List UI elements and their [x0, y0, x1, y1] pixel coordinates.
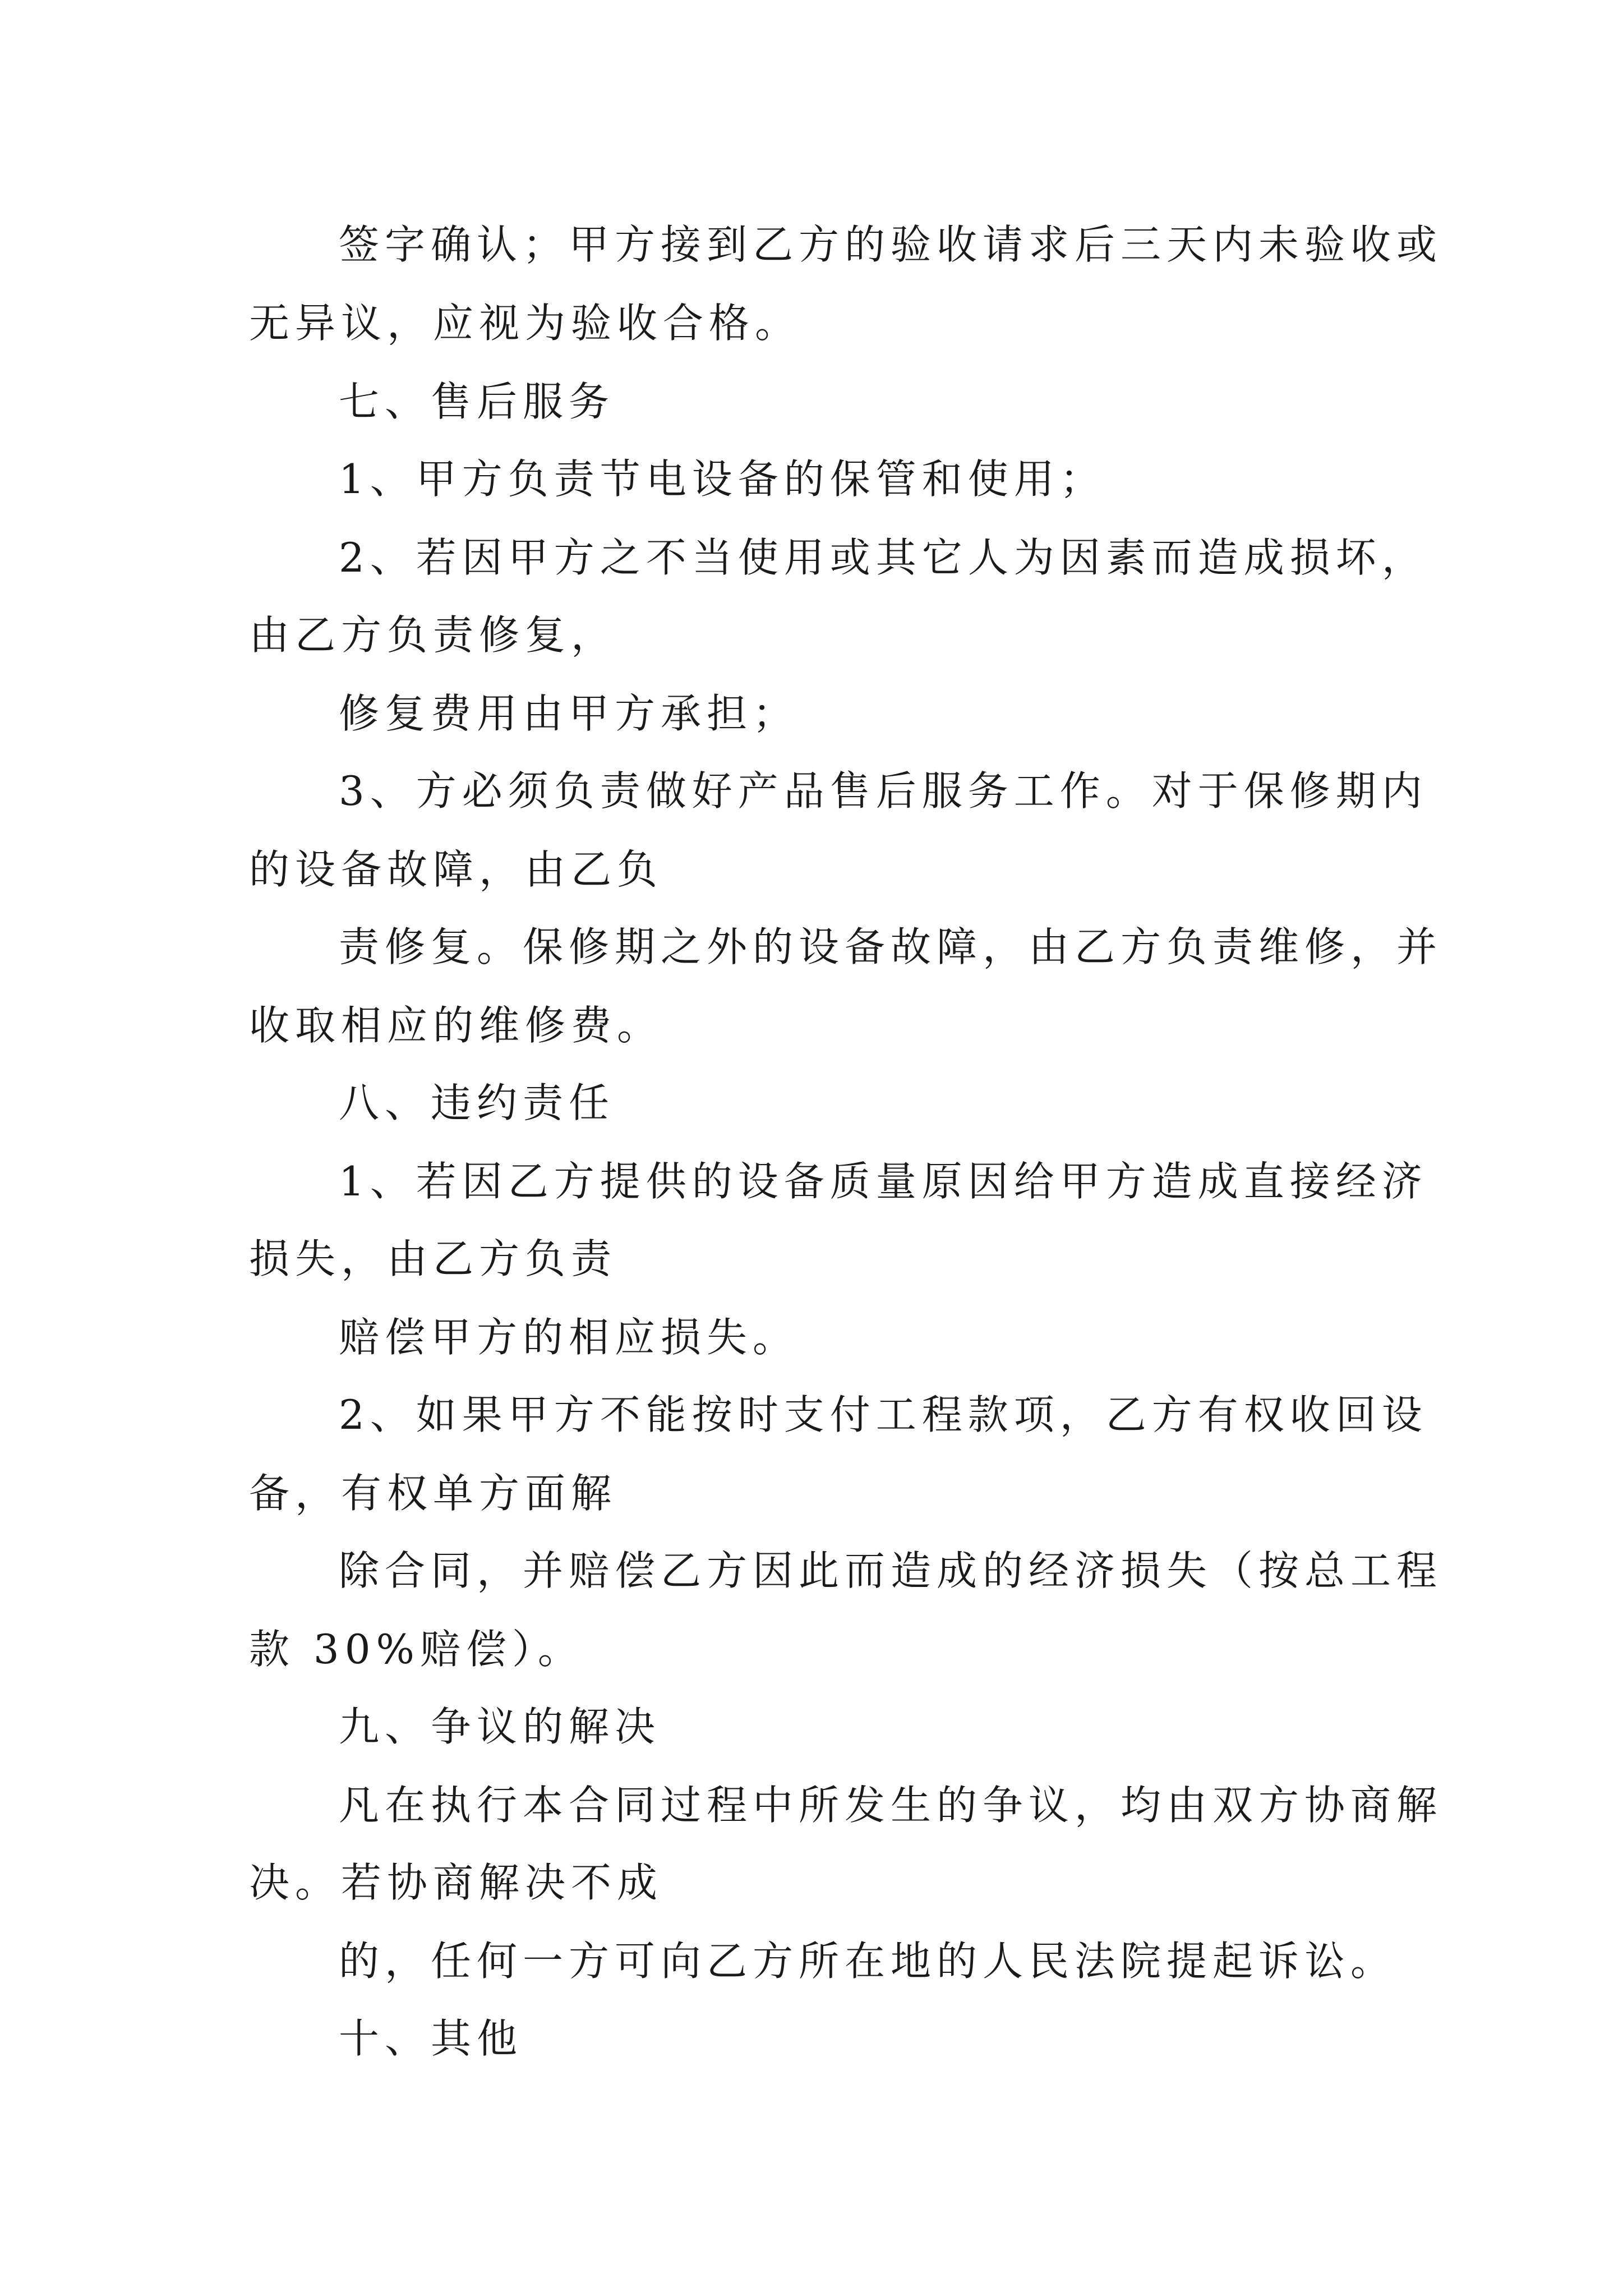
line-2: 无异议，应视为验收合格。 [249, 300, 801, 347]
heading-after-sales: 七、售后服务 [339, 378, 615, 425]
line-17: 备，有权单方面解 [249, 1470, 617, 1517]
line-8: 3、方必须负责做好产品售后服务工作。对于保修期内 [339, 767, 1428, 815]
line-1: 签字确认；甲方接到乙方的验收请求后三天内未验收或 [339, 221, 1443, 268]
heading-other: 十、其他 [339, 2015, 523, 2062]
line-19: 款 30%赔偿）。 [249, 1626, 584, 1673]
line-4: 1、甲方负责节电设备的保管和使用； [339, 455, 1106, 503]
line-10: 责修复。保修期之外的设备故障，由乙方负责维修，并 [339, 923, 1443, 970]
line-23: 的，任何一方可向乙方所在地的人民法院提起诉讼。 [339, 1938, 1397, 1985]
heading-dispute: 九、争议的解决 [339, 1703, 661, 1750]
line-5: 2、若因甲方之不当使用或其它人为因素而造成损坏， [339, 534, 1428, 581]
line-9: 的设备故障，由乙负 [249, 846, 663, 893]
line-6: 由乙方负责修复， [249, 611, 617, 659]
line-13: 1、若因乙方提供的设备质量原因给甲方造成直接经济 [339, 1158, 1428, 1205]
line-11: 收取相应的维修费。 [249, 1002, 663, 1049]
line-22: 决。若协商解决不成 [249, 1859, 663, 1906]
line-16: 2、如果甲方不能按时支付工程款项，乙方有权收回设 [339, 1391, 1428, 1438]
line-14: 损失，由乙方负责 [249, 1235, 617, 1282]
line-18: 除合同，并赔偿乙方因此而造成的经济损失（按总工程 [339, 1547, 1443, 1594]
heading-breach: 八、违约责任 [339, 1079, 615, 1126]
line-15: 赔偿甲方的相应损失。 [339, 1314, 799, 1361]
line-7: 修复费用由甲方承担； [339, 690, 799, 737]
line-21: 凡在执行本合同过程中所发生的争议，均由双方协商解 [339, 1782, 1443, 1829]
